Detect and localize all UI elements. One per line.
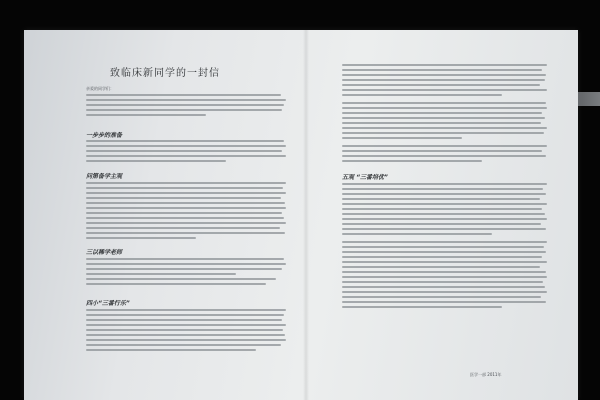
right-column-top-body	[342, 64, 547, 165]
right-column-bottom-body	[342, 183, 547, 311]
section-4-body	[86, 309, 286, 354]
intro-paragraph	[86, 94, 286, 119]
section-heading-5: 五观 “三番培优”	[342, 174, 388, 181]
section-heading-4: 四小“三番行乐”	[86, 300, 130, 307]
section-heading-3: 三以稀学老师	[86, 249, 123, 256]
section-1-body	[86, 140, 286, 165]
section-2-body	[86, 182, 286, 242]
salutation: 亲爱的同学们：	[86, 86, 114, 91]
letter-sheet	[24, 30, 578, 400]
section-3-body	[86, 258, 286, 288]
document-title: 致临床新同学的一封信	[110, 68, 220, 79]
left-page	[24, 30, 306, 400]
section-heading-1: 一步步的准备	[86, 132, 123, 139]
signature: 医学一部 2011年	[470, 372, 502, 377]
right-page	[308, 30, 578, 400]
section-heading-2: 问第备学主观	[86, 173, 123, 180]
